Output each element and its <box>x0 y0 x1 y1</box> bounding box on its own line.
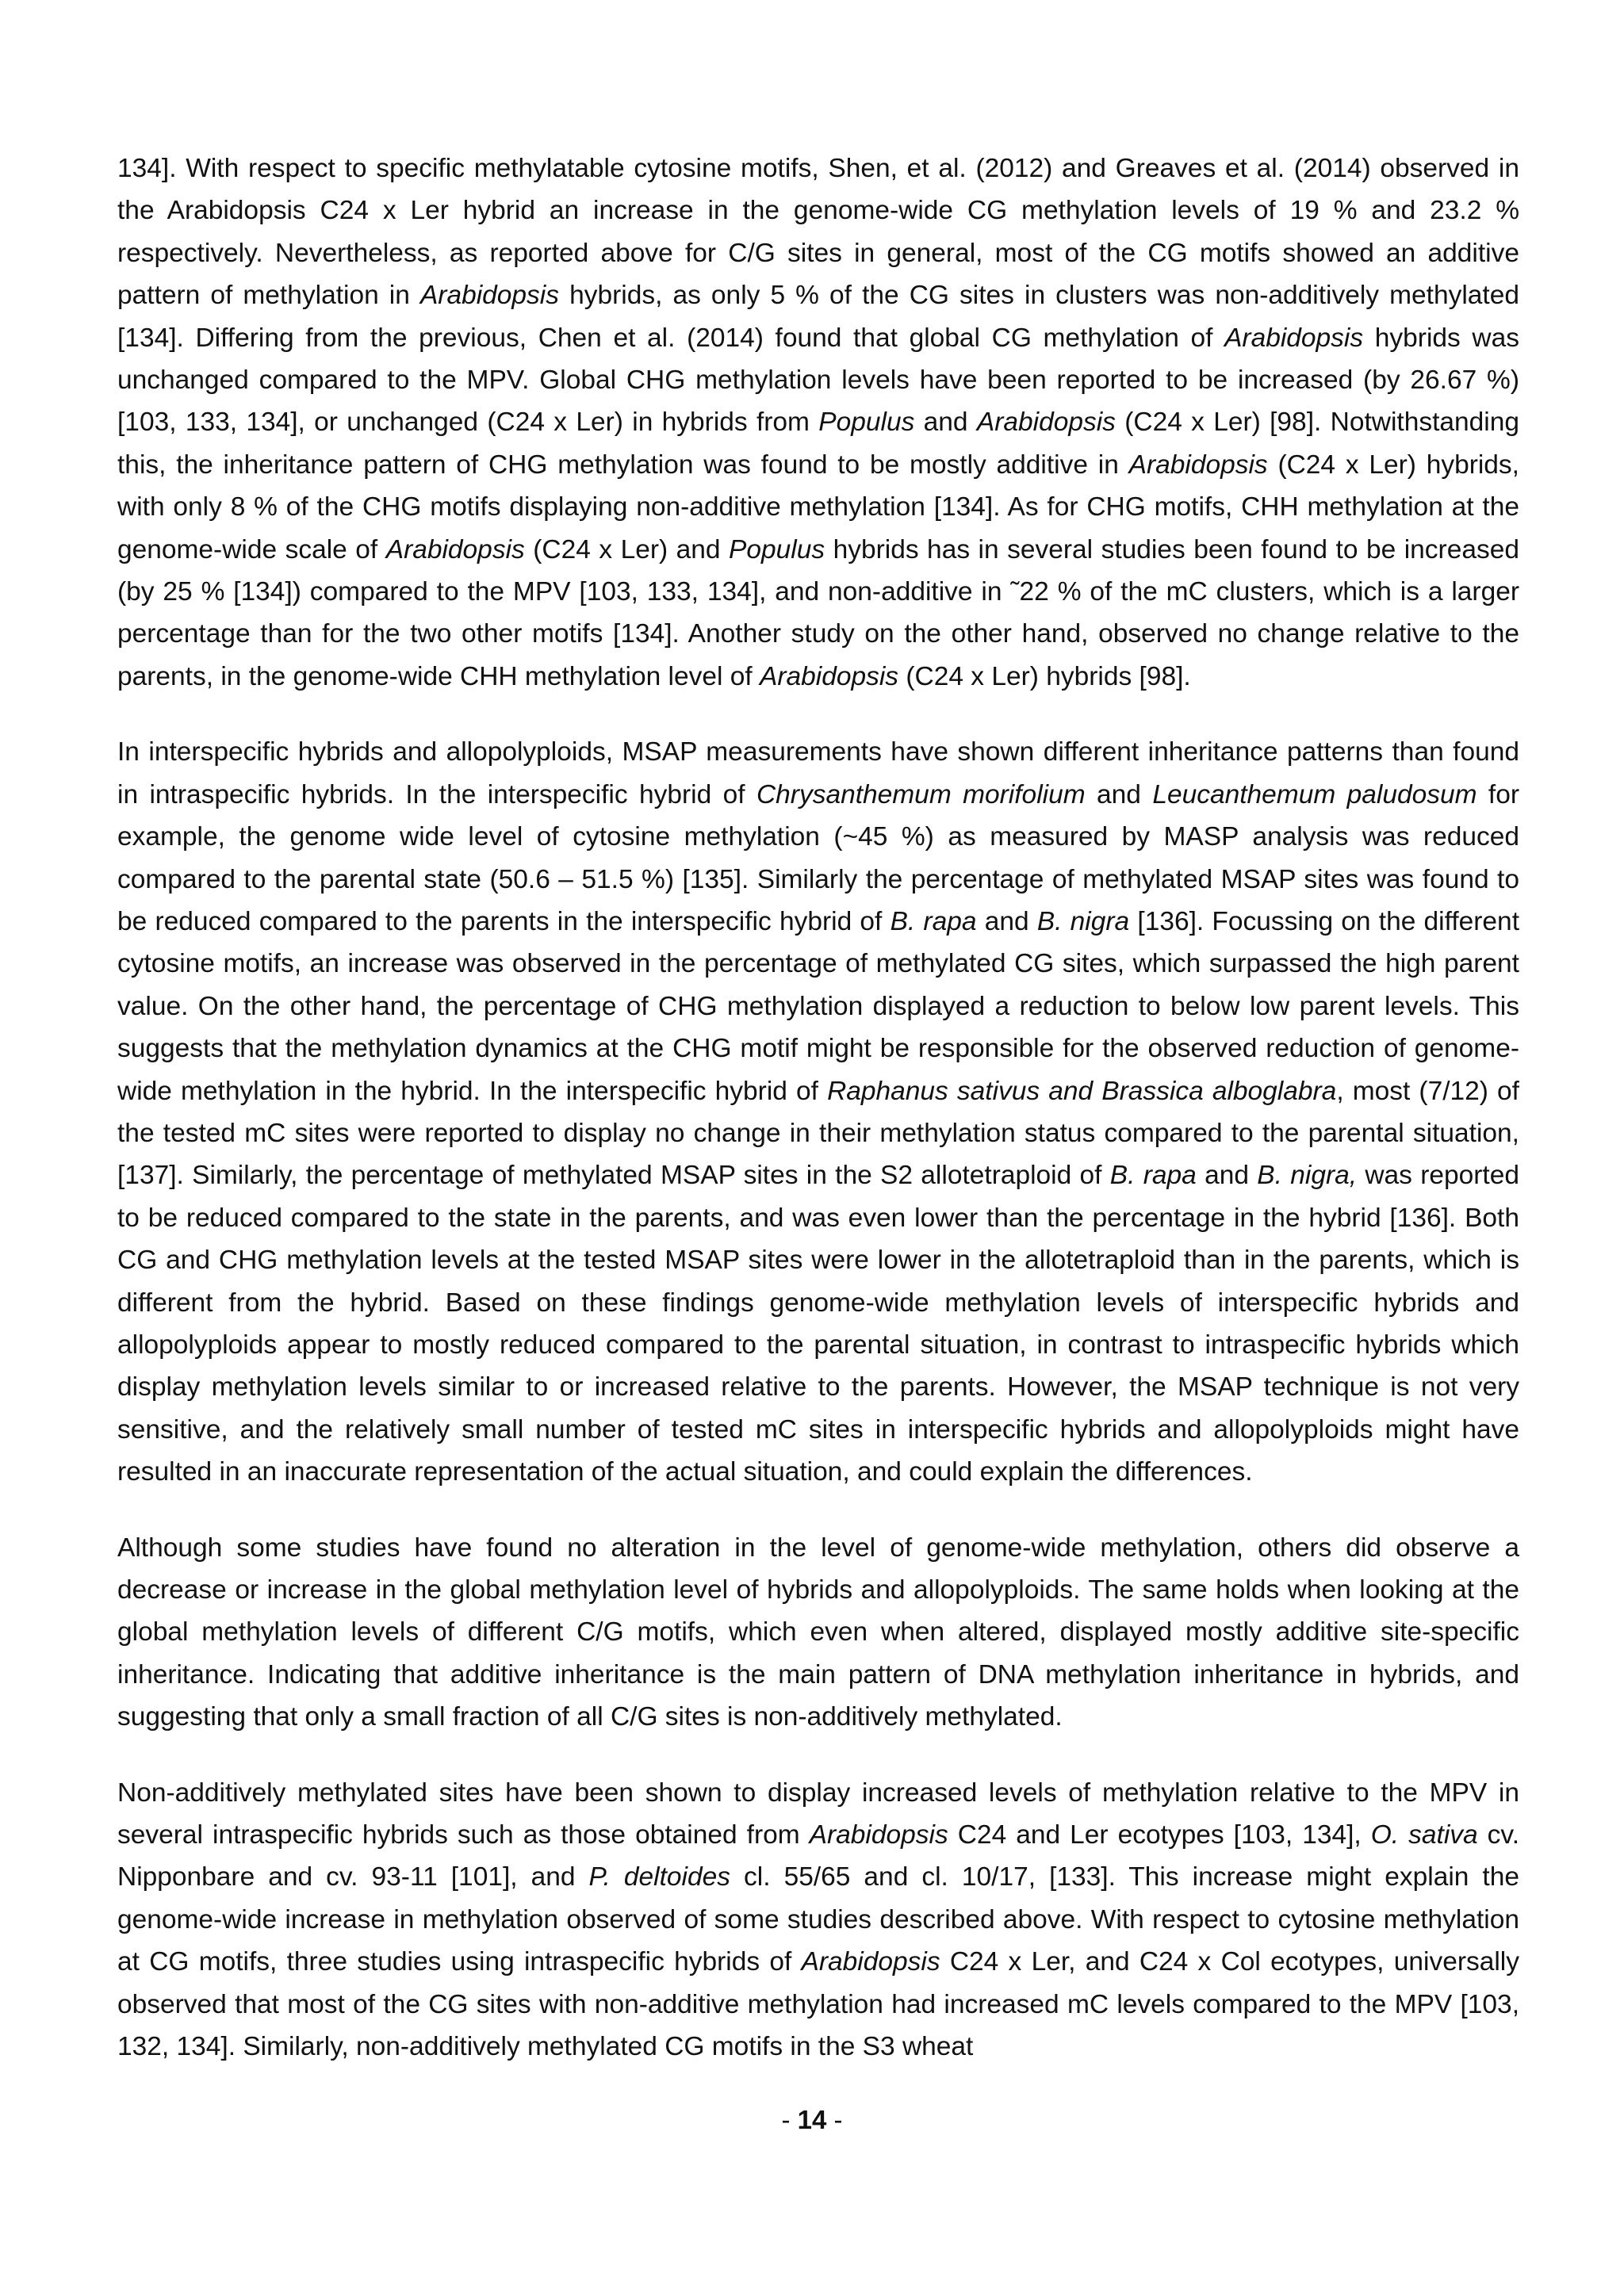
italic-term: Arabidopsis <box>809 1820 948 1850</box>
italic-term: P. deltoides <box>588 1862 730 1892</box>
text-run: and <box>1085 779 1153 809</box>
document-body <box>117 147 1519 2068</box>
text-run: (C24 x Ler) [98]. Notwithstanding this, the inheritance pattern of CHG methylation was found to be mostly additive in <box>117 408 1519 480</box>
text-run: for example, the genome wide level of cytosine methylation (~45 %) as measured by MASP analysis was reduced compared to the parental state (50.6 – 51.5 %) [135]. Similarly the percentage of methylated MSAP sites was found to be reduced compared to the parents in the interspecific hybrid of <box>117 779 1520 936</box>
italic-term: B. nigra, <box>1257 1161 1358 1191</box>
text-run: (C24 x Ler) hybrids [98]. <box>898 661 1191 691</box>
text-run: , most (7/12) of the tested mC sites were reported to display no change in their methylation status compared to the parental situation, [137]. Similarly, the percentage of methylated MSAP sites in the S2 allotetraploid of <box>117 1076 1519 1191</box>
text-run: Although some studies have found no alteration in the level of genome-wide methylation, others did observe a decrease or increase in the global methylation level of hybrids and allopolyploids. The same holds when looking at the global methylation levels of different C/G motifs, which even when altered, displayed mostly additive site-specific inheritance. Indicating that additive inheritance is the main pattern of DNA methylation inheritance in hybrids, and suggesting that only a small fraction of all C/G sites is non-additively methylated. <box>117 1533 1519 1732</box>
italic-term: B. rapa <box>1109 1161 1197 1191</box>
paragraph-cg-chg-chh-methylation <box>117 147 1519 698</box>
italic-term: Chrysanthemum morifolium <box>756 779 1086 809</box>
italic-term: Populus <box>729 534 825 564</box>
text-run: and <box>1196 1161 1258 1191</box>
paragraph-non-additive-sites <box>117 1772 1519 2068</box>
page-number-suffix: - <box>826 2105 843 2134</box>
text-run: hybrids was unchanged compared to the MPV. Global CHG methylation levels have been reported to be increased (by 26.67 %) [103, 133, 134], or unchanged (C24 x Ler) in hybrids from <box>117 323 1519 438</box>
italic-term: Arabidopsis <box>801 1947 940 1977</box>
italic-term: Arabidopsis <box>419 281 559 311</box>
italic-term: Arabidopsis <box>976 408 1116 438</box>
italic-term: O. sativa <box>1370 1820 1478 1850</box>
page-number-prefix: - <box>781 2105 798 2134</box>
italic-term: B. nigra <box>1036 906 1130 936</box>
text-run: and <box>914 408 977 438</box>
italic-term: Leucanthemum paludosum <box>1152 779 1477 809</box>
text-run: 134]. With respect to specific methylatable cytosine motifs, Shen, et al. (2012) and Greaves et al. (2014) observed in the Arabidopsis C24 x Ler hybrid an increase in the genome-wide CG methylation levels of 19 % and 23.2 % respectively. Nevertheless, as reported above for C/G sites in general, most of the CG motifs showed an additive pattern of methylation in <box>117 154 1519 311</box>
text-run: hybrids, as only 5 % of the CG sites in clusters was non-additively methylated [134]. Differing from the previous, Chen et al. (2014) found that global CG methylation of <box>117 281 1519 353</box>
paragraph-additive-inheritance <box>117 1527 1519 1739</box>
italic-term: Raphanus sativus and Brassica alboglabra <box>827 1076 1337 1106</box>
text-run: In interspecific hybrids and allopolyploids, MSAP measurements have shown different inheritance patterns than found in intraspecific hybrids. In the interspecific hybrid of <box>117 737 1519 809</box>
page-number <box>0 2103 1624 2137</box>
italic-term: Arabidopsis <box>385 534 525 564</box>
text-run: hybrids has in several studies been found to be increased (by 25 % [134]) compared to the MPV [103, 133, 134], and non-additive in ˜22 % of the mC clusters, which is a larger percentage than for the two other motifs [134]. Another study on the other hand, observed no change relative to the parents, in the genome-wide CHH methylation level of <box>117 534 1519 691</box>
italic-term: Arabidopsis <box>1128 450 1268 480</box>
text-run: was reported to be reduced compared to the state in the parents, and was even lower than the percentage in the hybrid [136]. Both CG and CHG methylation levels at the tested MSAP sites were lower in the allotetraploid than in the parents, which is different from the hybrid. Based on these findings genome-wide methylation levels of interspecific hybrids and allopolyploids appear to mostly reduced compared to the parental situation, in contrast to intraspecific hybrids which display methylation levels similar to or increased relative to the parents. However, the MSAP technique is not very sensitive, and the relatively small number of tested mC sites in interspecific hybrids and allopolyploids might have resulted in an inaccurate representation of the actual situation, and could explain the differences. <box>117 1161 1519 1487</box>
text-run: C24 x Ler, and C24 x Col ecotypes, universally observed that most of the CG sites with non-additive methylation had increased mC levels compared to the MPV [103, 132, 134]. Similarly, non-additively methylated CG motifs in the S3 wheat <box>117 1947 1519 2062</box>
italic-term: Populus <box>818 408 915 438</box>
text-run: cl. 55/65 and cl. 10/17, [133]. This increase might explain the genome-wide increase in methylation observed of some studies described above. With respect to cytosine methylation at CG motifs, three studies using intraspecific hybrids of <box>117 1862 1519 1977</box>
italic-term: Arabidopsis <box>760 661 899 691</box>
page-number-value: 14 <box>797 2105 827 2134</box>
italic-term: Arabidopsis <box>1224 323 1364 353</box>
text-run: C24 and Ler ecotypes [103, 134], <box>948 1820 1371 1850</box>
text-run: Non-additively methylated sites have been shown to display increased levels of methylation relative to the MPV in several intraspecific hybrids such as those obtained from <box>117 1777 1519 1850</box>
text-run: [136]. Focussing on the different cytosine motifs, an increase was observed in the percentage of methylated CG sites, which surpassed the high parent value. On the other hand, the percentage of CHG methylation displayed a reduction to below low parent levels. This suggests that the methylation dynamics at the CHG motif might be responsible for the observed reduction of genome-wide methylation in the hybrid. In the interspecific hybrid of <box>117 906 1519 1106</box>
text-run: cv. Nipponbare and cv. 93-11 [101], and <box>117 1820 1519 1892</box>
italic-term: B. rapa <box>890 906 977 936</box>
text-run: (C24 x Ler) and <box>524 534 730 564</box>
text-run: and <box>976 906 1037 936</box>
paragraph-interspecific-hybrids <box>117 731 1519 1493</box>
text-run: (C24 x Ler) hybrids, with only 8 % of the CHG motifs displaying non-additive methylation [134]. As for CHG motifs, CHH methylation at the genome-wide scale of <box>117 450 1519 564</box>
